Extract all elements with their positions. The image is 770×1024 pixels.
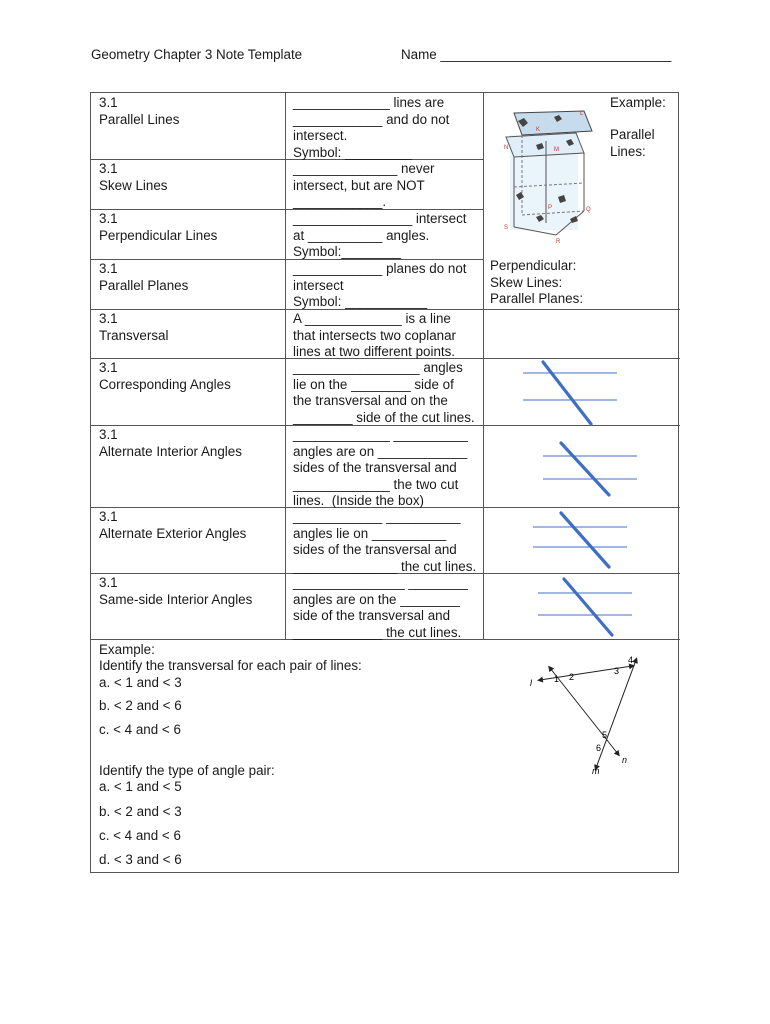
row-alternate-interior-term: 3.1 Alternate Interior Angles <box>99 427 242 459</box>
angle-label-1: 1 <box>554 674 560 684</box>
line-label-m: m <box>592 766 600 776</box>
line-label-n: n <box>622 755 628 765</box>
vertex-label-k: K <box>536 127 541 133</box>
angle-type-item-c: c. < 4 and < 6 <box>99 828 181 843</box>
row-perpendicular-lines-term: 3.1 Perpendicular Lines <box>99 211 218 243</box>
example-heading: Example: <box>99 642 155 657</box>
angle-type-item-b: b. < 2 and < 3 <box>99 804 182 819</box>
transversal-item-a: a. < 1 and < 3 <box>99 675 182 690</box>
alternate-exterior-angles-diagram <box>531 507 631 573</box>
angle-label-6: 6 <box>596 743 602 753</box>
vertex-label-q: Q <box>586 207 591 213</box>
line-label-l: l <box>530 678 532 688</box>
row-skew-lines-term: 3.1 Skew Lines <box>99 161 168 193</box>
same-side-interior-angles-diagram <box>536 573 636 639</box>
row-same-side-interior-definition: _______________ ________ angles are on the ________ side of the transversal and ____________ the cut lines. <box>293 575 469 640</box>
transversal-prompt: Identify the transversal for each pair of lines: <box>99 658 362 673</box>
angle-label-2: 2 <box>569 672 575 682</box>
vertex-label-p: P <box>548 205 553 211</box>
transversal-item-b: b. < 2 and < 6 <box>99 698 182 713</box>
row-parallel-lines-definition: _____________ lines are ____________ and do not intersect. Symbol: _________ <box>293 95 450 160</box>
row-transversal-definition: A _____________ is a line that intersects two coplanar lines at two different points. <box>293 311 457 359</box>
vertex-label-m: M <box>554 147 559 153</box>
column-divider-2 <box>483 93 484 639</box>
transversal-item-c: c. < 4 and < 6 <box>99 722 181 737</box>
angle-type-item-a: a. < 1 and < 5 <box>99 779 182 794</box>
row-same-side-interior-term: 3.1 Same-side Interior Angles <box>99 575 253 607</box>
page-header <box>91 47 691 65</box>
row-transversal-term: 3.1 Transversal <box>99 311 169 343</box>
row-parallel-planes-definition: ____________ planes do not intersect Symbol: ___________ <box>293 261 467 309</box>
row-perpendicular-lines-definition: ________________ intersect at __________ angles. Symbol:________ <box>293 211 467 259</box>
alternate-interior-angles-diagram <box>541 431 641 507</box>
row-parallel-planes-term: 3.1 Parallel Planes <box>99 261 189 293</box>
column-divider-1 <box>285 93 286 639</box>
vertex-label-s: S <box>504 225 509 231</box>
row-skew-lines-definition: ______________ never intersect, but are NOT ____________. <box>293 161 435 209</box>
parallel-lines-prompt: Parallel Lines: <box>610 127 655 159</box>
example-prompt-list: Perpendicular: Skew Lines: Parallel Planes: <box>490 258 584 306</box>
name-field[interactable]: Name _______________________________ <box>401 47 672 62</box>
rectangular-prism-image <box>496 107 596 247</box>
example-column-title: Example: <box>610 95 666 110</box>
angle-type-item-d: d. < 3 and < 6 <box>99 852 182 867</box>
document-title: Geometry Chapter 3 Note Template <box>91 47 303 62</box>
row-alternate-exterior-definition: ____________ __________ angles lie on __________ sides of the transversal and ______________ the cut lines. <box>293 509 477 574</box>
transversal-lines-diagram <box>526 656 646 774</box>
row-alternate-interior-definition: _____________ __________ angles are on ____________ sides of the transversal and _____________ the two cut lines. (Inside the box) <box>293 427 469 508</box>
row-alternate-exterior-term: 3.1 Alternate Exterior Angles <box>99 509 247 541</box>
angle-label-4: 4 <box>628 655 634 665</box>
row-corresponding-angles-term: 3.1 Corresponding Angles <box>99 360 231 392</box>
angle-label-3: 3 <box>614 666 620 676</box>
vertex-label-r: R <box>556 239 561 245</box>
vertex-label-l: L <box>580 111 584 117</box>
row-corresponding-angles-definition: _________________ angles lie on the ________ side of the transversal and on the ________ side of the cut lines. <box>293 360 475 425</box>
row-parallel-lines-term: 3.1 Parallel Lines <box>99 95 180 127</box>
angle-type-prompt: Identify the type of angle pair: <box>99 763 275 778</box>
vertex-label-n: N <box>504 145 509 151</box>
angle-label-5: 5 <box>602 730 608 740</box>
notes-table <box>90 92 679 873</box>
corresponding-angles-diagram <box>521 358 621 425</box>
